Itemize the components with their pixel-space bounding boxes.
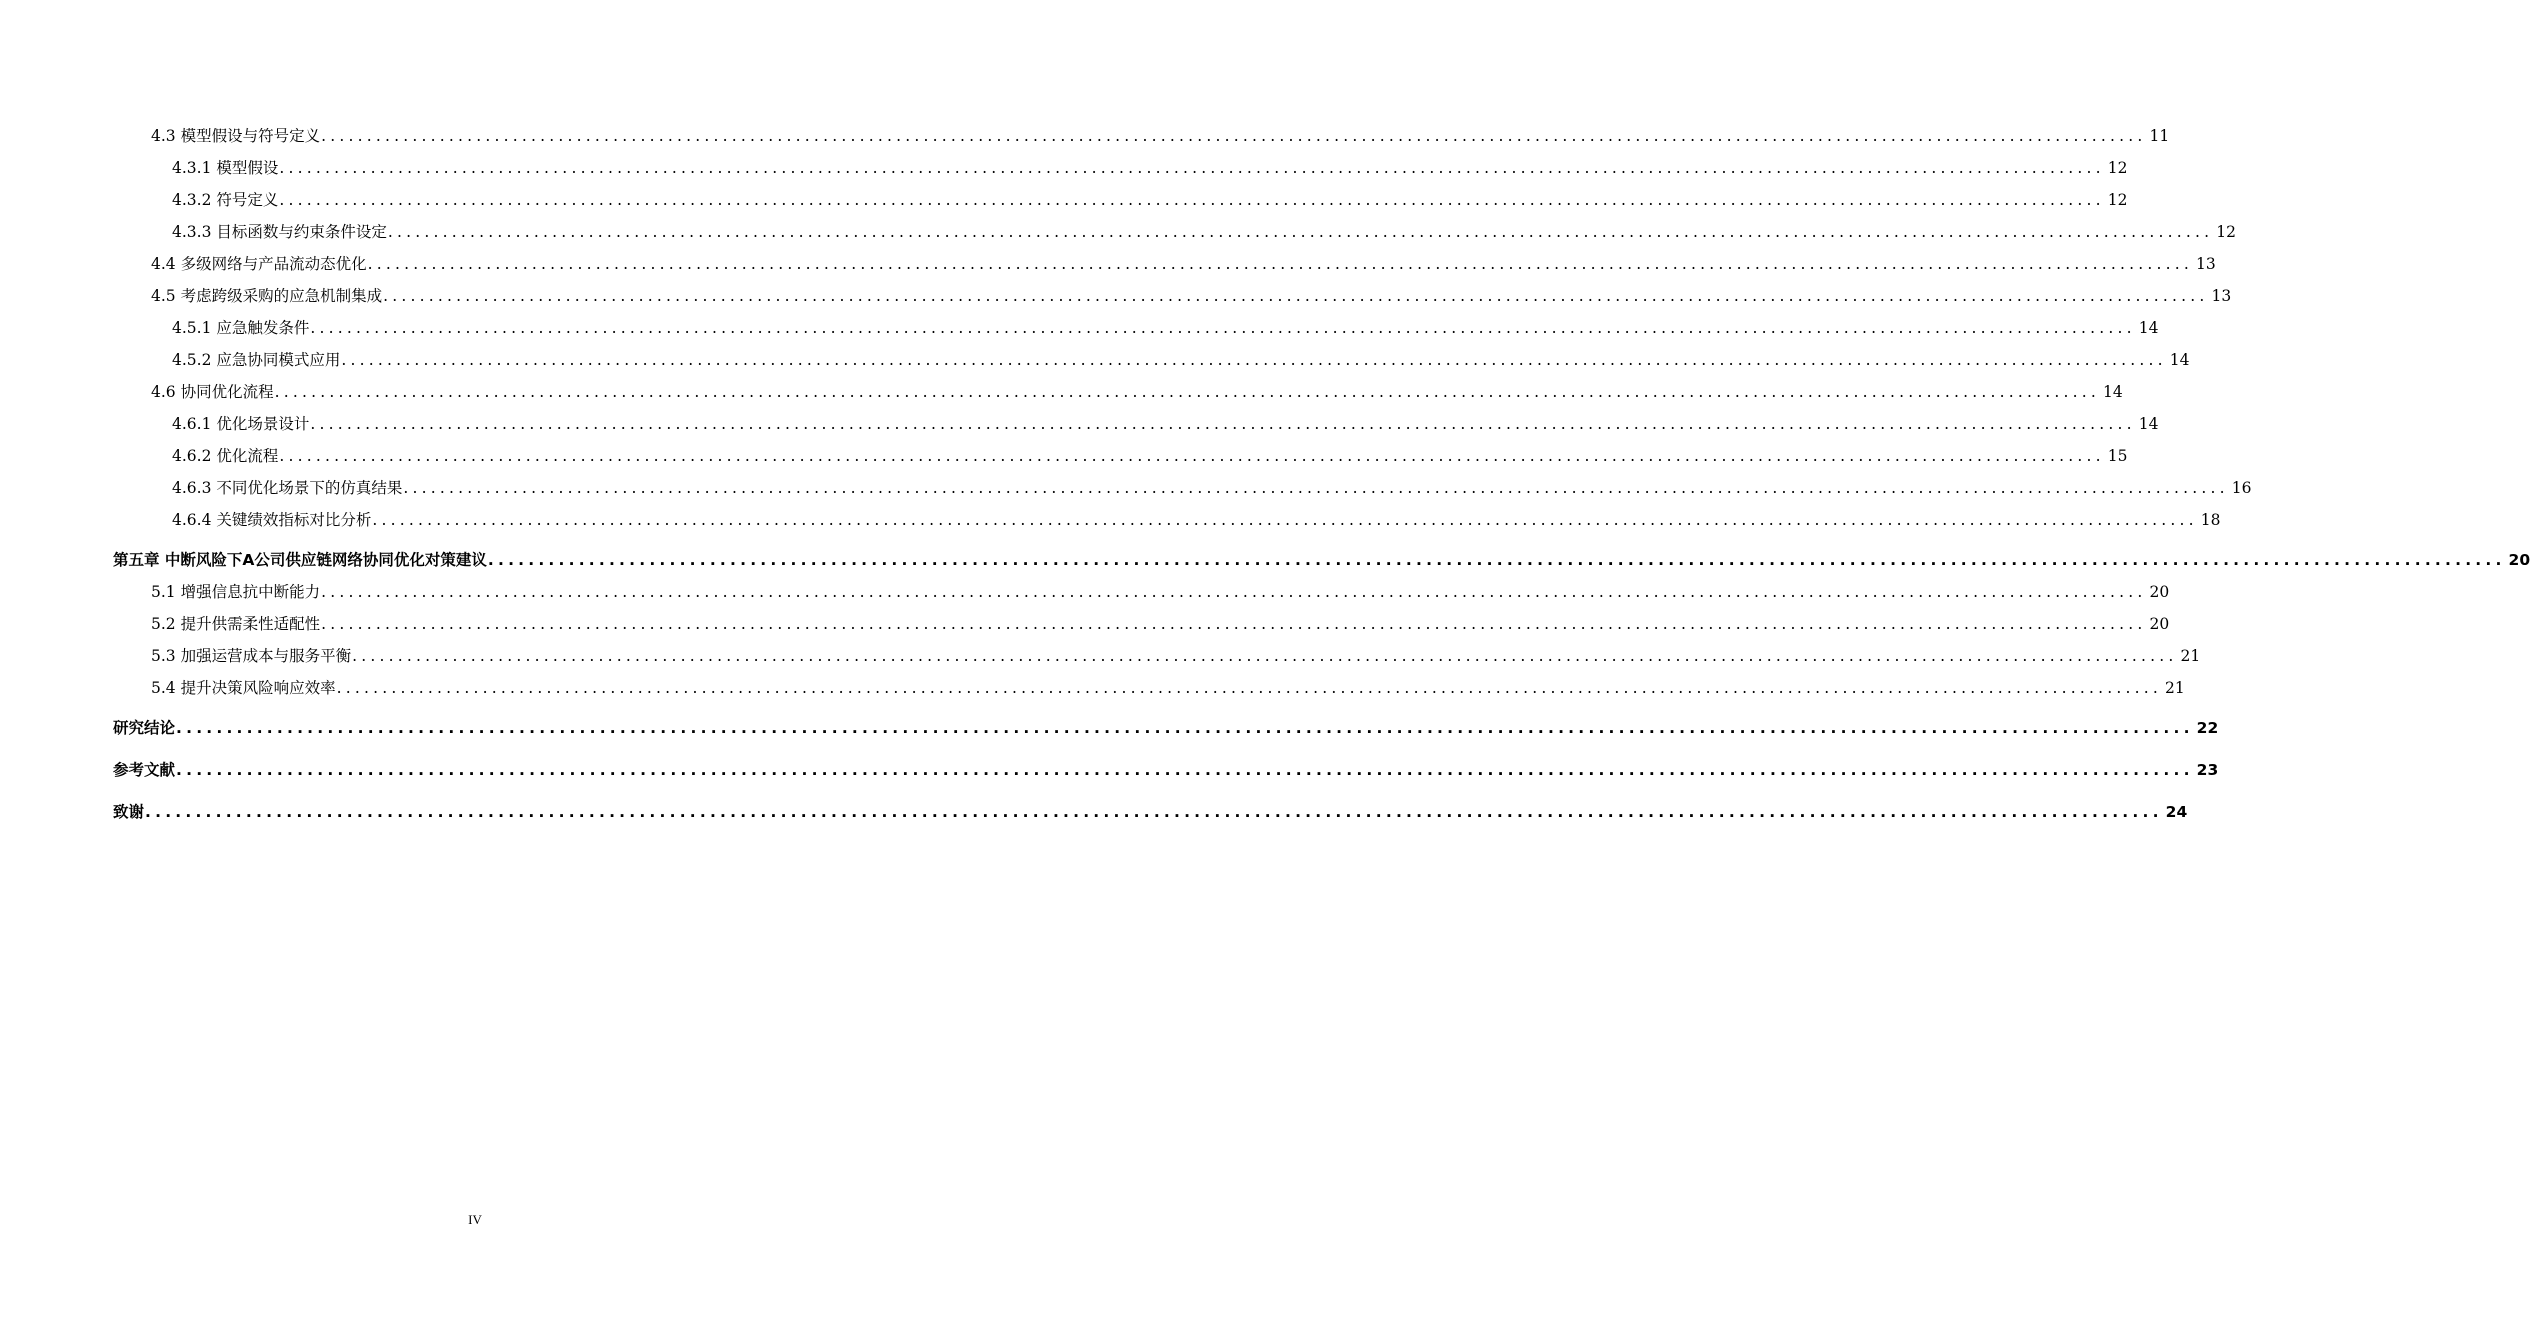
toc-entry-page-number: 12 — [2107, 159, 2128, 177]
toc-entry[interactable] — [113, 544, 2530, 570]
toc-entry-title: 4.3.2 符号定义 — [172, 191, 279, 209]
toc-entry-title: 4.3.1 模型假设 — [172, 159, 279, 177]
toc-entry[interactable] — [172, 152, 2128, 178]
toc-entry-title: 4.5.1 应急触发条件 — [172, 319, 310, 337]
toc-dot-leader: ........................................................................................................................................................................................................ — [383, 287, 2209, 305]
toc-entry[interactable] — [172, 344, 2190, 370]
toc-entry-title: 4.3 模型假设与符号定义 — [151, 127, 321, 145]
toc-entry-title: 第五章 中断风险下A公司供应链网络协同优化对策建议 — [113, 551, 487, 569]
toc-dot-leader: ........................................................................................................................................................................................................ — [403, 479, 2229, 497]
toc-dot-leader: ........................................................................................................................................................................................................ — [336, 679, 2162, 697]
toc-entry-page-number: 16 — [2231, 479, 2252, 497]
toc-entry-page-number: 14 — [2138, 319, 2159, 337]
toc-dot-leader: ........................................................................................................................................................................................................ — [310, 319, 2136, 337]
toc-dot-leader: ........................................................................................................................................................................................................ — [341, 351, 2167, 369]
toc-entry-page-number: 14 — [2138, 415, 2159, 433]
toc-entry[interactable] — [172, 504, 2221, 530]
toc-dot-leader: ........................................................................................................................................................................................................ — [352, 647, 2178, 665]
toc-entry[interactable] — [113, 754, 2219, 780]
toc-entry-page-number: 12 — [2216, 223, 2237, 241]
toc-entry[interactable] — [151, 248, 2216, 274]
toc-dot-leader: ........................................................................................................................................................................................................ — [279, 447, 2105, 465]
toc-entry-page-number: 20 — [2149, 583, 2170, 601]
toc-entry[interactable] — [172, 184, 2128, 210]
toc-entry-page-number: 14 — [2102, 383, 2123, 401]
toc-entry[interactable] — [113, 796, 2188, 822]
toc-dot-leader: ........................................................................................................................................................................................................ — [372, 511, 2198, 529]
toc-entry[interactable] — [151, 576, 2170, 602]
toc-dot-leader: ........................................................................................................................................................................................................ — [321, 615, 2147, 633]
toc-entry-title: 4.4 多级网络与产品流动态优化 — [151, 255, 367, 273]
toc-entry-title: 研究结论 — [113, 719, 176, 737]
toc-entry-title: 4.6.2 优化流程 — [172, 447, 279, 465]
toc-entry[interactable] — [172, 312, 2159, 338]
toc-entry[interactable] — [172, 440, 2128, 466]
toc-dot-leader: ........................................................................................................................................................................................................ — [176, 719, 2194, 737]
toc-entry-page-number: 23 — [2196, 761, 2219, 779]
toc-dot-leader: ........................................................................................................................................................................................................ — [145, 803, 2163, 821]
toc-entry[interactable] — [151, 120, 2170, 146]
toc-entry-title: 4.6 协同优化流程 — [151, 383, 274, 401]
toc-dot-leader: ........................................................................................................................................................................................................ — [176, 761, 2194, 779]
toc-dot-leader: ........................................................................................................................................................................................................ — [487, 551, 2506, 569]
toc-entry-page-number: 21 — [2180, 647, 2201, 665]
toc-entry-page-number: 20 — [2149, 615, 2170, 633]
toc-dot-leader: ........................................................................................................................................................................................................ — [321, 127, 2147, 145]
toc-entry-page-number: 22 — [2196, 719, 2219, 737]
toc-entry[interactable] — [151, 608, 2170, 634]
toc-entry[interactable] — [113, 712, 2219, 738]
toc-entry-title: 5.4 提升决策风险响应效率 — [151, 679, 336, 697]
toc-entry-title: 参考文献 — [113, 761, 176, 779]
toc-entry-title: 5.3 加强运营成本与服务平衡 — [151, 647, 352, 665]
toc-entry-page-number: 13 — [2211, 287, 2232, 305]
toc-entry[interactable] — [172, 216, 2237, 242]
toc-dot-leader: ........................................................................................................................................................................................................ — [367, 255, 2193, 273]
toc-entry-title: 致谢 — [113, 803, 145, 821]
toc-entry-title: 4.5.2 应急协同模式应用 — [172, 351, 341, 369]
toc-entry-page-number: 20 — [2508, 551, 2530, 569]
toc-entry-page-number: 13 — [2195, 255, 2216, 273]
toc-entry-title: 4.5 考虑跨级采购的应急机制集成 — [151, 287, 383, 305]
toc-entry-title: 4.3.3 目标函数与约束条件设定 — [172, 223, 387, 241]
toc-dot-leader: ........................................................................................................................................................................................................ — [274, 383, 2100, 401]
toc-dot-leader: ........................................................................................................................................................................................................ — [279, 159, 2105, 177]
page-number-footer: IV — [468, 1212, 482, 1227]
toc-entry-title: 5.2 提升供需柔性适配性 — [151, 615, 321, 633]
toc-entry-page-number: 12 — [2107, 191, 2128, 209]
toc-entry[interactable] — [172, 472, 2252, 498]
toc-dot-leader: ........................................................................................................................................................................................................ — [387, 223, 2214, 241]
toc-entry-page-number: 14 — [2169, 351, 2190, 369]
toc-entry-page-number: 18 — [2200, 511, 2221, 529]
toc-entry-title: 4.6.4 关键绩效指标对比分析 — [172, 511, 372, 529]
toc-dot-leader: ........................................................................................................................................................................................................ — [321, 583, 2147, 601]
toc-entry[interactable] — [151, 640, 2201, 666]
toc-entry[interactable] — [151, 376, 2123, 402]
toc-entry-page-number: 24 — [2165, 803, 2188, 821]
toc-entry-page-number: 11 — [2149, 127, 2170, 145]
toc-entry[interactable] — [151, 672, 2185, 698]
toc-dot-leader: ........................................................................................................................................................................................................ — [310, 415, 2136, 433]
toc-entry-title: 5.1 增强信息抗中断能力 — [151, 583, 321, 601]
toc-entry[interactable] — [172, 408, 2159, 434]
toc-entry-page-number: 21 — [2164, 679, 2185, 697]
toc-dot-leader: ........................................................................................................................................................................................................ — [279, 191, 2105, 209]
toc-entry-title: 4.6.3 不同优化场景下的仿真结果 — [172, 479, 403, 497]
toc-entry[interactable] — [151, 280, 2232, 306]
toc-entry-page-number: 15 — [2107, 447, 2128, 465]
toc-entry-title: 4.6.1 优化场景设计 — [172, 415, 310, 433]
